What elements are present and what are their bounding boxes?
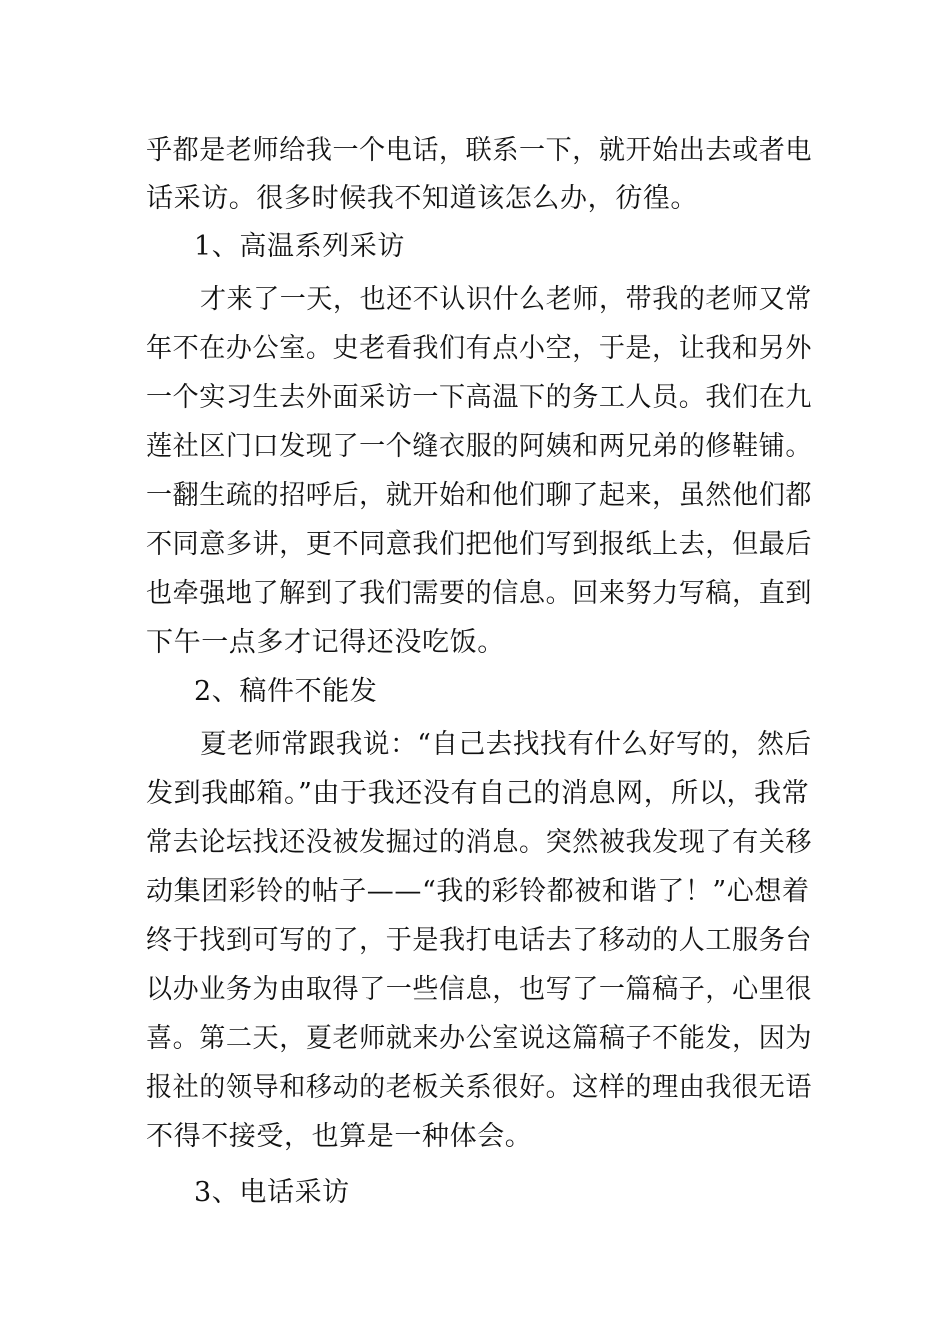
section-heading-high-temperature: 1、高温系列采访 bbox=[194, 231, 405, 262]
paragraph-line: 喜。第二天，夏老师就来办公室说这篇稿子不能发，因为 bbox=[146, 1023, 812, 1054]
paragraph-line: 年不在办公室。史老看我们有点小空，于是，让我和另外 bbox=[146, 333, 812, 364]
paragraph-line: 不同意多讲，更不同意我们把他们写到报纸上去，但最后 bbox=[146, 529, 812, 560]
paragraph-line: 乎都是老师给我一个电话，联系一下，就开始出去或者电 bbox=[146, 135, 812, 166]
section-heading-phone-interview: 3、电话采访 bbox=[194, 1177, 350, 1208]
section-heading-article-rejected: 2、稿件不能发 bbox=[194, 676, 378, 707]
paragraph-line: 常去论坛找还没被发掘过的消息。突然被我发现了有关移 bbox=[146, 827, 812, 858]
paragraph-line: 不得不接受，也算是一种体会。 bbox=[146, 1121, 533, 1152]
paragraph-line: 报社的领导和移动的老板关系很好。这样的理由我很无语 bbox=[146, 1072, 812, 1103]
paragraph-line: 动集团彩铃的帖子——“我的彩铃都被和谐了！”心想着 bbox=[146, 876, 810, 907]
paragraph-line: 发到我邮箱。”由于我还没有自己的消息网，所以，我常 bbox=[146, 778, 810, 809]
paragraph-line: 终于找到可写的了，于是我打电话去了移动的人工服务台 bbox=[146, 925, 812, 956]
paragraph-line: 话采访。很多时候我不知道该怎么办，彷徨。 bbox=[146, 183, 698, 214]
paragraph-line: 夏老师常跟我说：“自己去找找有什么好写的，然后 bbox=[200, 729, 812, 760]
paragraph-line: 一个实习生去外面采访一下高温下的务工人员。我们在九 bbox=[146, 382, 812, 413]
paragraph-line: 以办业务为由取得了一些信息，也写了一篇稿子，心里很 bbox=[146, 974, 812, 1005]
paragraph-line: 一翻生疏的招呼后，就开始和他们聊了起来，虽然他们都 bbox=[146, 480, 812, 511]
paragraph-line: 莲社区门口发现了一个缝衣服的阿姨和两兄弟的修鞋铺。 bbox=[146, 431, 812, 462]
paragraph-line: 也牵强地了解到了我们需要的信息。回来努力写稿，直到 bbox=[146, 578, 812, 609]
paragraph-line: 下午一点多才记得还没吃饭。 bbox=[146, 627, 505, 658]
paragraph-line: 才来了一天，也还不认识什么老师，带我的老师又常 bbox=[200, 284, 812, 315]
